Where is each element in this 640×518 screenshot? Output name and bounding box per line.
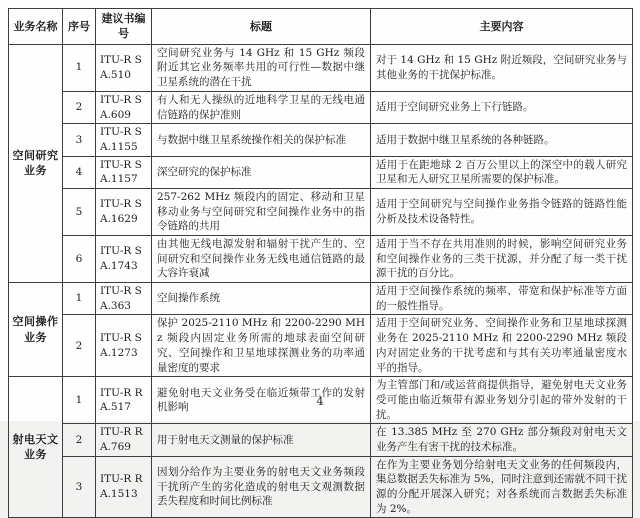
content-cell: 适用于空间研究与空间操作业务指令链路的链路性能分析及技术设备特性。 xyxy=(371,188,633,235)
rec-number-cell: ITU-R SA.609 xyxy=(96,91,152,123)
section-name-space-operation: 空间操作业务 xyxy=(9,283,63,377)
table-row xyxy=(9,283,633,315)
serial-no-cell: 5 xyxy=(63,188,96,235)
content-cell: 适用于空间研究业务上下行链路。 xyxy=(371,91,633,123)
header-title: 标题 xyxy=(152,9,371,45)
page-number: 4 xyxy=(316,395,324,408)
content-cell: 适用于数据中继卫星系统的各种链路。 xyxy=(371,124,633,156)
rec-number-cell: ITU-R SA.510 xyxy=(96,44,152,91)
content-cell: 对于 14 GHz 和 15 GHz 附近频段，空间研究业务与其他业务的干扰保护标准。 xyxy=(371,44,633,91)
title-cell: 避免射电天文业务受在临近频带工作的发射机影响 xyxy=(152,377,371,424)
serial-no-cell: 4 xyxy=(63,156,96,188)
rec-number-cell: ITU-R SA.1155 xyxy=(96,124,152,156)
title-cell: 257-262 MHz 频段内的固定、移动和卫星移动业务与空间研究和空间操作业务中的指令链路的共用 xyxy=(152,188,371,235)
section-name-space-research: 空间研究业务 xyxy=(9,44,63,282)
table-row xyxy=(9,91,633,123)
rec-number-cell: ITU-R SA.1273 xyxy=(96,315,152,377)
rec-number-cell: ITU-R SA.1743 xyxy=(96,236,152,283)
content-cell: 适用于空间研究业务、空间操作业务和卫星地球探测业务在 2025-2110 MHz 和 2200-2290 MHz 频段内对固定业务的干扰考虑和与其有关功率通量密度水平的指导。 xyxy=(371,315,633,377)
rec-number-cell: ITU-R SA.1629 xyxy=(96,188,152,235)
section-name-radio-astronomy: 射电天文业务 xyxy=(9,377,63,518)
serial-no-cell: 2 xyxy=(63,91,96,123)
title-cell: 空间操作系统 xyxy=(152,283,371,315)
serial-no-cell: 1 xyxy=(63,44,96,91)
title-cell: 与数据中继卫星系统操作相关的保护标准 xyxy=(152,124,371,156)
table-row xyxy=(9,188,633,235)
table-row xyxy=(9,44,633,91)
rec-number-cell: ITU-R RA.517 xyxy=(96,377,152,424)
title-cell: 空间研究业务与 14 GHz 和 15 GHz 频段附近其它业务频率共用的可行性—数据中继卫星系统的潜在干扰 xyxy=(152,44,371,91)
serial-no-cell: 3 xyxy=(63,456,96,518)
table-row xyxy=(9,424,633,456)
header-rec-number: 建议书编号 xyxy=(96,9,152,45)
serial-no-cell: 1 xyxy=(63,377,96,424)
content-cell: 在作为主要业务划分给射电天文业务的任何频段内，集总数据丢失标准为 5%，同时注意到还需就不同干扰源的分配开展深入研究；对各系统而言数据丢失标准为 2%。 xyxy=(371,456,633,518)
rec-number-cell: ITU-R SA.363 xyxy=(96,283,152,315)
title-cell: 深空研究的保护标准 xyxy=(152,156,371,188)
serial-no-cell: 2 xyxy=(63,315,96,377)
header-serial-no: 序号 xyxy=(63,9,96,45)
table-row xyxy=(9,236,633,283)
content-cell: 在 13.385 MHz 至 270 GHz 部分频段对射电天文业务产生有害干扰的技术标准。 xyxy=(371,424,633,456)
table-row xyxy=(9,124,633,156)
rec-number-cell: ITU-R SA.1157 xyxy=(96,156,152,188)
title-cell: 由其他无线电源发射和辐射干扰产生的、空间研究和空间操作业务无线电通信链路的最大容许衰减 xyxy=(152,236,371,283)
serial-no-cell: 3 xyxy=(63,124,96,156)
table-row xyxy=(9,156,633,188)
recommendations-table xyxy=(8,8,633,518)
title-cell: 有人和无人操纵的近地科学卫星的无线电通信链路的保护准则 xyxy=(152,91,371,123)
header-business-name: 业务名称 xyxy=(9,9,63,45)
content-cell: 适用于空间操作系统的频率、带宽和保护标准等方面的一般性指导。 xyxy=(371,283,633,315)
content-cell: 为主管部门和/或运营商提供指导，避免射电天文业务受可能由临近频带有源业务划分引起的带外发射的干扰。 xyxy=(371,377,633,424)
content-cell: 适用于当不存在共用准则的时候，影响空间研究业务和空间操作业务的三类干扰源，并分配了每一类干扰源干扰的百分比。 xyxy=(371,236,633,283)
serial-no-cell: 1 xyxy=(63,283,96,315)
title-cell: 保护 2025-2110 MHz 和 2200-2290 MHz 频段内固定业务所需的地球表面空间研究、空间操作和卫星地球探测业务的功率通量密度的要求 xyxy=(152,315,371,377)
title-cell: 用于射电天文测量的保护标准 xyxy=(152,424,371,456)
table-row xyxy=(9,456,633,518)
table-row xyxy=(9,315,633,377)
table-header-row xyxy=(9,9,633,45)
serial-no-cell: 2 xyxy=(63,424,96,456)
serial-no-cell: 6 xyxy=(63,236,96,283)
rec-number-cell: ITU-R RA.1513 xyxy=(96,456,152,518)
content-cell: 适用于在距地球 2 百万公里以上的深空中的载人研究卫星和无人研究卫星所需要的保护标准。 xyxy=(371,156,633,188)
title-cell: 因划分给作为主要业务的射电天文业务频段干扰所产生的劣化造成的射电天文观测数据丢失程度和时间比例标准 xyxy=(152,456,371,518)
header-main-content: 主要内容 xyxy=(371,9,633,45)
rec-number-cell: ITU-R RA.769 xyxy=(96,424,152,456)
